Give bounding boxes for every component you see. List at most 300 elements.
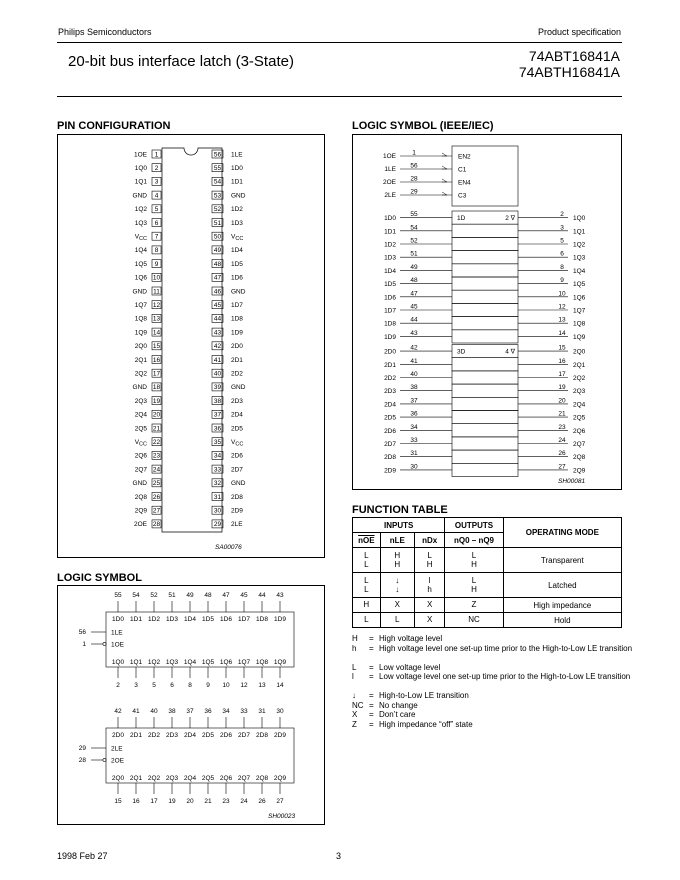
pin-label-right: 2D0 bbox=[231, 343, 243, 351]
latch-1-output-label: 1Q6 bbox=[219, 659, 233, 666]
function-table-row bbox=[353, 573, 622, 598]
latch-1-input-label: 1D6 bbox=[220, 616, 232, 623]
latch-2-output-pin: 20 bbox=[186, 798, 194, 805]
pin-label-right: 1LE bbox=[231, 151, 243, 159]
pin-number-right: 49 bbox=[213, 247, 222, 255]
function-table-heading: FUNCTION TABLE bbox=[352, 504, 448, 516]
latch-2-output-label: 2Q1 bbox=[129, 775, 143, 782]
legend-equals: = bbox=[369, 643, 374, 653]
ieee-output-pin: 13 bbox=[558, 316, 566, 324]
latch-1-output-pin: 6 bbox=[170, 682, 174, 689]
cell-oe: L L bbox=[353, 548, 381, 573]
pin-number-right: 29 bbox=[213, 521, 222, 529]
ieee-output-signal: 1Q6 bbox=[573, 294, 586, 302]
latch-2-input-pin: 33 bbox=[240, 708, 248, 715]
latch-2-output-label: 2Q7 bbox=[237, 775, 251, 782]
pin-label-right: 1D6 bbox=[231, 274, 243, 282]
latch-2-output-pin: 23 bbox=[222, 798, 230, 805]
pin-label-right: 2D7 bbox=[231, 466, 243, 474]
latch-1-input-pin: 55 bbox=[114, 592, 122, 599]
ieee-output-pin: 10 bbox=[558, 290, 566, 298]
ieee-input-pin: 43 bbox=[410, 329, 418, 337]
pin-label-left: 2Q8 bbox=[134, 493, 147, 501]
pin-label-right: 1D9 bbox=[231, 329, 243, 337]
ieee-output-pin: 14 bbox=[558, 329, 566, 337]
pin-number-left: 24 bbox=[152, 466, 161, 474]
pin-label-right: 1D8 bbox=[231, 315, 243, 323]
pin-config-code: SA00076 bbox=[215, 544, 242, 551]
pin-number-right: 40 bbox=[213, 370, 222, 378]
pin-number-left: 20 bbox=[152, 411, 161, 419]
latch-1-input-label: 1D2 bbox=[148, 616, 160, 623]
ieee-input-signal: 1D6 bbox=[384, 294, 396, 302]
pin-number-left: 8 bbox=[154, 247, 159, 255]
legend-key: H bbox=[352, 634, 358, 643]
ieee-output-pin: 21 bbox=[558, 410, 566, 418]
ieee-input-signal: 2D7 bbox=[384, 441, 396, 448]
footer-date: 1998 Feb 27 bbox=[57, 851, 108, 861]
ieee-input-signal: 1D8 bbox=[384, 320, 396, 328]
ieee-output-signal: 1Q2 bbox=[573, 241, 586, 249]
latch-1-input-label: 1D8 bbox=[256, 616, 268, 623]
ieee-input-signal: 1D0 bbox=[384, 215, 396, 223]
ieee-control-label: EN4 bbox=[458, 179, 471, 187]
legend-key: Z bbox=[352, 719, 357, 729]
latch-1-input-label: 1D7 bbox=[238, 616, 250, 623]
ieee-input-signal: 2D9 bbox=[384, 467, 396, 475]
ieee-input-signal: 2D8 bbox=[384, 454, 396, 462]
pin-label-left: 1OE bbox=[133, 151, 147, 159]
latch-1-control-pin: 56 bbox=[78, 629, 86, 636]
pin-number-left: 22 bbox=[152, 439, 161, 446]
latch-2-input-label: 2D2 bbox=[148, 732, 160, 739]
pin-number-left: 17 bbox=[152, 370, 161, 378]
cell-q: Z bbox=[445, 598, 503, 613]
ieee-data-cell bbox=[452, 277, 518, 290]
ieee-input-pin: 41 bbox=[410, 357, 418, 365]
pin-number-right: 32 bbox=[213, 480, 222, 488]
cell-dx: X bbox=[414, 613, 444, 628]
cell-mode: Transparent bbox=[503, 548, 621, 573]
legend-key: l bbox=[352, 672, 354, 681]
ieee-input-signal: 1D5 bbox=[384, 281, 396, 289]
latch-1-output-label: 1Q2 bbox=[147, 659, 161, 666]
legend-key: ↓ bbox=[352, 691, 356, 700]
ieee-output-pin: 3 bbox=[560, 224, 564, 232]
ieee-data-cell bbox=[452, 251, 518, 264]
pin-number-left: 25 bbox=[152, 480, 161, 488]
ieee-control-signal: 1LE bbox=[384, 166, 396, 173]
legend-equals: = bbox=[369, 710, 374, 719]
pin-number-left: 28 bbox=[152, 521, 161, 529]
ieee-output-pin: 12 bbox=[558, 303, 566, 311]
latch-1-control-label: 1OE bbox=[111, 641, 125, 649]
ieee-input-pin: 31 bbox=[410, 450, 418, 458]
pin-number-left: 18 bbox=[152, 384, 161, 392]
pin-number-right: 33 bbox=[213, 466, 222, 474]
ieee-control-pin: 29 bbox=[410, 188, 418, 196]
pin-label-right: GND bbox=[231, 384, 246, 392]
pin-label-left: 1Q3 bbox=[134, 219, 147, 227]
latch-2-output-label: 2Q2 bbox=[147, 775, 161, 782]
latch-1-output-label: 1Q1 bbox=[129, 659, 143, 666]
cell-dx: L H bbox=[414, 548, 444, 573]
pin-label-right: 2D1 bbox=[231, 356, 243, 364]
latch-1-output-label: 1Q7 bbox=[237, 659, 251, 666]
pin-label-left: GND bbox=[132, 288, 147, 296]
ieee-code: SH00081 bbox=[558, 478, 586, 485]
latch-2-input-pin: 37 bbox=[186, 708, 194, 715]
pin-label-left: 2Q6 bbox=[134, 452, 147, 460]
pin-label-right: $V_{CC}$ bbox=[231, 233, 244, 242]
pin-number-right: 41 bbox=[213, 356, 222, 364]
pin-label-left: 2Q3 bbox=[134, 397, 147, 405]
pin-number-right: 54 bbox=[213, 178, 222, 186]
legend-equals: = bbox=[369, 634, 374, 643]
pin-number-right: 36 bbox=[213, 425, 222, 433]
ieee-input-pin: 49 bbox=[410, 263, 418, 271]
latch-2-control-label: 2LE bbox=[111, 745, 123, 753]
ieee-input-pin: 36 bbox=[410, 410, 418, 418]
pin-number-left: 26 bbox=[152, 493, 161, 501]
ieee-output-signal: 1Q0 bbox=[573, 215, 586, 223]
latch-1-output-label: 1Q8 bbox=[255, 659, 269, 666]
latch-2-input-pin: 38 bbox=[168, 708, 176, 715]
pin-label-right: $V_{CC}$ bbox=[231, 439, 244, 448]
ieee-output-signal: 1Q1 bbox=[573, 228, 586, 236]
pin-number-left: 21 bbox=[152, 425, 161, 433]
pin-number-left: 14 bbox=[152, 329, 161, 337]
ieee-heading: LOGIC SYMBOL (IEEE/IEC) bbox=[352, 120, 494, 132]
function-table-row bbox=[353, 613, 622, 628]
latch-2-output-pin: 17 bbox=[150, 798, 158, 805]
pin-number-left: 5 bbox=[154, 206, 159, 214]
latch-1-input-pin: 47 bbox=[222, 592, 230, 599]
ieee-input-signal: 2D0 bbox=[384, 348, 396, 356]
legend-equals: = bbox=[369, 719, 374, 729]
pin-number-right: 35 bbox=[213, 439, 222, 446]
latch-1-input-label: 1D3 bbox=[166, 616, 178, 623]
col-nle: nLE bbox=[380, 533, 414, 548]
ieee-input-signal: 2D5 bbox=[384, 414, 396, 422]
ieee-output-pin: 19 bbox=[558, 384, 566, 392]
pin-number-left: 7 bbox=[154, 233, 159, 241]
pin-number-left: 13 bbox=[152, 315, 161, 323]
ieee-data-cell bbox=[452, 450, 518, 463]
latch-2-output-pin: 16 bbox=[132, 798, 140, 805]
legend-equals: = bbox=[369, 700, 374, 710]
pin-label-right: 2D2 bbox=[231, 370, 243, 378]
latch-1-input-label: 1D0 bbox=[112, 616, 124, 623]
legend-description: No change bbox=[379, 700, 418, 710]
cell-dx: X bbox=[414, 598, 444, 613]
cell-le: H H bbox=[380, 548, 414, 573]
pin-label-right: 2D6 bbox=[231, 452, 243, 460]
pin-number-right: 34 bbox=[213, 452, 222, 460]
latch-2-input-label: 2D0 bbox=[112, 732, 124, 739]
ieee-control-signal: 2OE bbox=[382, 179, 396, 186]
ieee-output-signal: 2Q7 bbox=[573, 441, 586, 448]
pin-number-left: 3 bbox=[154, 178, 159, 186]
latch-2-input-label: 2D6 bbox=[220, 732, 232, 739]
latch-1-output-label: 1Q3 bbox=[165, 659, 179, 666]
pin-number-right: 38 bbox=[213, 397, 222, 405]
latch-2-output-label: 2Q5 bbox=[201, 775, 215, 782]
pin-number-left: 6 bbox=[154, 219, 159, 227]
ieee-output-signal: 2Q5 bbox=[573, 414, 586, 422]
pin-label-left: $V_{CC}$ bbox=[134, 233, 147, 242]
latch-1-output-label: 1Q4 bbox=[183, 659, 197, 666]
latch-2-output-pin: 27 bbox=[276, 798, 284, 805]
pin-number-right: 42 bbox=[213, 343, 222, 351]
latch-2-input-label: 2D9 bbox=[274, 732, 286, 739]
pin-number-right: 53 bbox=[213, 192, 222, 200]
ieee-input-pin: 51 bbox=[410, 250, 418, 258]
part-number-2: 74ABTH16841A bbox=[518, 64, 620, 80]
ieee-dynamic-indicator bbox=[442, 166, 447, 169]
cell-oe: L L bbox=[353, 573, 381, 598]
pin-label-left: 2Q5 bbox=[134, 425, 147, 433]
function-table-row bbox=[353, 548, 622, 573]
pin-label-right: 2LE bbox=[231, 521, 243, 529]
ieee-output-signal: 1Q8 bbox=[573, 320, 586, 328]
pin-label-right: 1D1 bbox=[231, 178, 243, 186]
latch-1-input-pin: 54 bbox=[132, 592, 140, 599]
ieee-input-signal: 2D4 bbox=[384, 401, 396, 409]
pin-label-right: 1D3 bbox=[231, 219, 243, 227]
ieee-output-pin: 6 bbox=[560, 250, 564, 258]
latch-1-input-pin: 52 bbox=[150, 592, 158, 599]
ieee-input-signal: 2D1 bbox=[384, 361, 396, 369]
latch-2-input-pin: 42 bbox=[114, 708, 122, 715]
ieee-input-pin: 55 bbox=[410, 211, 418, 219]
latch-2-output-label: 2Q3 bbox=[165, 775, 179, 782]
pin-label-left: 2Q9 bbox=[134, 507, 147, 515]
ieee-input-pin: 40 bbox=[410, 371, 418, 378]
ieee-data-cell bbox=[452, 463, 518, 476]
pin-number-left: 23 bbox=[152, 452, 161, 460]
latch-2-input-pin: 36 bbox=[204, 708, 212, 715]
legend-description: High impedance “off” state bbox=[379, 719, 473, 729]
ieee-input-signal: 1D7 bbox=[384, 307, 396, 315]
cell-oe: H bbox=[353, 598, 381, 613]
pin-label-right: 1D7 bbox=[231, 302, 243, 309]
ieee-output-signal: 2Q1 bbox=[573, 361, 586, 369]
part-number-1: 74ABT16841A bbox=[528, 48, 620, 64]
latch-1-output-pin: 3 bbox=[134, 682, 138, 689]
header-outputs: OUTPUTS bbox=[445, 518, 503, 533]
legend-description: Don’t care bbox=[379, 710, 416, 719]
ieee-input-pin: 44 bbox=[410, 316, 418, 324]
ieee-data-cell bbox=[452, 384, 518, 397]
pin-number-right: 31 bbox=[213, 493, 222, 501]
pin-number-left: 12 bbox=[152, 302, 161, 309]
latch-2-input-label: 2D4 bbox=[184, 732, 196, 739]
cell-q: L H bbox=[445, 573, 503, 598]
latch-2-output-pin: 26 bbox=[258, 798, 266, 805]
ieee-output-pin: 27 bbox=[558, 463, 566, 471]
latch-2-output-label: 2Q9 bbox=[273, 775, 287, 782]
cell-oe: L bbox=[353, 613, 381, 628]
latch-2-input-label: 2D5 bbox=[202, 732, 214, 739]
cell-q: L H bbox=[445, 548, 503, 573]
header-operating-mode: OPERATING MODE bbox=[503, 518, 621, 548]
cell-mode: Hold bbox=[503, 613, 621, 628]
cell-le: X bbox=[380, 598, 414, 613]
pin-number-right: 50 bbox=[213, 233, 222, 241]
page-number: 3 bbox=[336, 851, 342, 861]
latch-1-input-label: 1D5 bbox=[202, 616, 214, 623]
ieee-dynamic-indicator bbox=[442, 153, 447, 156]
pin-number-left: 4 bbox=[154, 192, 159, 200]
latch-1-control-label: 1LE bbox=[111, 629, 123, 637]
ieee-input-pin: 54 bbox=[410, 224, 418, 232]
latch-2-control-label: 2OE bbox=[111, 757, 125, 765]
ieee-data-cell bbox=[452, 371, 518, 384]
ieee-control-pin: 28 bbox=[410, 175, 418, 183]
ieee-output-signal: 1Q3 bbox=[573, 254, 586, 262]
legend-equals: = bbox=[369, 672, 374, 681]
function-table-legend bbox=[352, 634, 633, 738]
ieee-input-pin: 34 bbox=[410, 423, 418, 431]
ieee-control-label: C1 bbox=[458, 166, 467, 174]
ieee-input-pin: 33 bbox=[410, 437, 418, 444]
pin-number-left: 15 bbox=[152, 343, 161, 351]
latch-1-input-pin: 45 bbox=[240, 592, 248, 599]
latch-1-output-label: 1Q0 bbox=[111, 659, 125, 666]
ieee-output-pin: 15 bbox=[558, 344, 566, 352]
pin-number-left: 2 bbox=[154, 165, 159, 172]
legend-description: High-to-Low LE transition bbox=[379, 691, 469, 700]
cell-q: NC bbox=[445, 613, 503, 628]
ieee-cell-qualifier: 1D bbox=[457, 215, 466, 222]
ieee-input-signal: 2D6 bbox=[384, 427, 396, 435]
legend-key: h bbox=[352, 643, 357, 653]
ieee-data-cell bbox=[452, 424, 518, 437]
latch-1-output-pin: 9 bbox=[206, 682, 210, 689]
pin-number-right: 56 bbox=[213, 151, 222, 159]
latch-1-input-label: 1D4 bbox=[184, 616, 196, 623]
pin-label-right: GND bbox=[231, 192, 246, 200]
pin-number-right: 37 bbox=[213, 411, 222, 419]
latch-1-output-label: 1Q9 bbox=[273, 659, 287, 666]
ieee-input-pin: 45 bbox=[410, 303, 418, 311]
latch-1-input-label: 1D9 bbox=[274, 616, 286, 623]
ieee-control-label: EN2 bbox=[458, 153, 471, 161]
ieee-input-pin: 37 bbox=[410, 397, 418, 405]
function-table-row bbox=[353, 598, 622, 613]
latch-2-control-pin: 28 bbox=[78, 757, 86, 764]
latch-1-input-label: 1D1 bbox=[130, 616, 142, 623]
ieee-output-pin: 26 bbox=[558, 450, 566, 458]
function-table bbox=[352, 517, 622, 628]
latch-1-output-pin: 14 bbox=[276, 682, 284, 689]
pin-label-right: GND bbox=[231, 480, 246, 488]
pin-number-right: 55 bbox=[213, 165, 222, 172]
pin-number-right: 43 bbox=[213, 329, 222, 337]
col-nq: nQ0 – nQ9 bbox=[445, 533, 503, 548]
pin-label-right: 2D5 bbox=[231, 425, 243, 433]
latch-1-input-pin: 43 bbox=[276, 592, 284, 599]
latch-2-input-label: 2D7 bbox=[238, 732, 250, 739]
pin-label-left: 1Q1 bbox=[134, 178, 147, 186]
company-name: Philips Semiconductors bbox=[58, 27, 152, 37]
pin-label-right: GND bbox=[231, 288, 246, 296]
ieee-control-label: C3 bbox=[458, 192, 467, 200]
pin-label-left: 2Q1 bbox=[134, 356, 147, 364]
pin-label-left: 1Q0 bbox=[134, 165, 147, 172]
ieee-data-cell bbox=[452, 411, 518, 424]
pin-label-right: 1D2 bbox=[231, 206, 243, 214]
ieee-input-signal: 2D2 bbox=[384, 375, 396, 382]
ieee-output-signal: 1Q7 bbox=[573, 307, 586, 315]
latch-1-output-pin: 12 bbox=[240, 682, 248, 689]
ieee-data-cell bbox=[452, 330, 518, 343]
latch-2-control-pin: 29 bbox=[78, 745, 86, 752]
latch-2-output-pin: 15 bbox=[114, 798, 122, 805]
legend-key: L bbox=[352, 662, 357, 672]
cell-mode: Latched bbox=[503, 573, 621, 598]
pin-number-right: 51 bbox=[213, 219, 222, 227]
legend-equals: = bbox=[369, 662, 374, 672]
pin-label-right: 1D5 bbox=[231, 260, 243, 268]
ieee-cell-qualifier: 3D bbox=[457, 348, 466, 356]
ieee-input-signal: 1D4 bbox=[384, 267, 396, 275]
ieee-data-cell bbox=[452, 437, 518, 450]
ieee-dynamic-indicator bbox=[442, 179, 447, 182]
pin-label-left: 1Q9 bbox=[134, 329, 147, 337]
latch-2-output-label: 2Q0 bbox=[111, 775, 125, 782]
pin-label-right: 2D8 bbox=[231, 493, 243, 501]
pin-label-left: 2Q7 bbox=[134, 466, 147, 474]
pin-label-right: 2D3 bbox=[231, 397, 243, 405]
ieee-input-pin: 42 bbox=[410, 344, 418, 352]
ieee-input-signal: 1D9 bbox=[384, 333, 396, 341]
ieee-output-pin: 2 bbox=[560, 211, 564, 219]
ieee-output-signal: 2Q8 bbox=[573, 454, 586, 462]
col-noe: $\overline{nOE}$ bbox=[353, 533, 381, 548]
ieee-output-pin: 20 bbox=[558, 397, 566, 405]
latch-1-input-pin: 49 bbox=[186, 592, 194, 599]
pin-number-right: 46 bbox=[213, 288, 222, 296]
latch-2-input-pin: 40 bbox=[150, 708, 158, 715]
col-ndx: nDx bbox=[414, 533, 444, 548]
pin-label-right: 1D4 bbox=[231, 247, 243, 255]
ieee-output-signal: 1Q4 bbox=[573, 267, 586, 275]
latch-1-output-pin: 13 bbox=[258, 682, 266, 689]
ieee-input-signal: 1D3 bbox=[384, 254, 396, 262]
ieee-output-signal: 2Q3 bbox=[573, 388, 586, 396]
latch-1-input-pin: 44 bbox=[258, 592, 266, 599]
pin-number-right: 44 bbox=[213, 315, 222, 323]
ieee-control-signal: 1OE bbox=[382, 153, 396, 160]
ieee-input-pin: 52 bbox=[410, 237, 418, 245]
legend-description: Low voltage level one set-up time prior to the High-to-Low LE transition bbox=[379, 672, 631, 681]
pin-number-left: 16 bbox=[152, 356, 161, 364]
pin-label-left: GND bbox=[132, 480, 147, 488]
pin-label-left: 2Q2 bbox=[134, 370, 147, 378]
latch-2-output-pin: 21 bbox=[204, 798, 212, 805]
pin-number-right: 47 bbox=[213, 274, 222, 282]
legend-description: High voltage level one set-up time prior to the High-to-Low LE transition bbox=[379, 643, 633, 653]
ieee-data-cell bbox=[452, 264, 518, 277]
ieee-input-pin: 47 bbox=[410, 290, 418, 298]
ieee-input-signal: 1D1 bbox=[384, 228, 396, 236]
latch-1-control-pin: 1 bbox=[82, 641, 86, 648]
ieee-output-pin: 8 bbox=[560, 263, 564, 271]
legend-key: NC bbox=[352, 700, 364, 710]
ieee-cell-output-qualifier: 2 ∇ bbox=[505, 215, 515, 222]
